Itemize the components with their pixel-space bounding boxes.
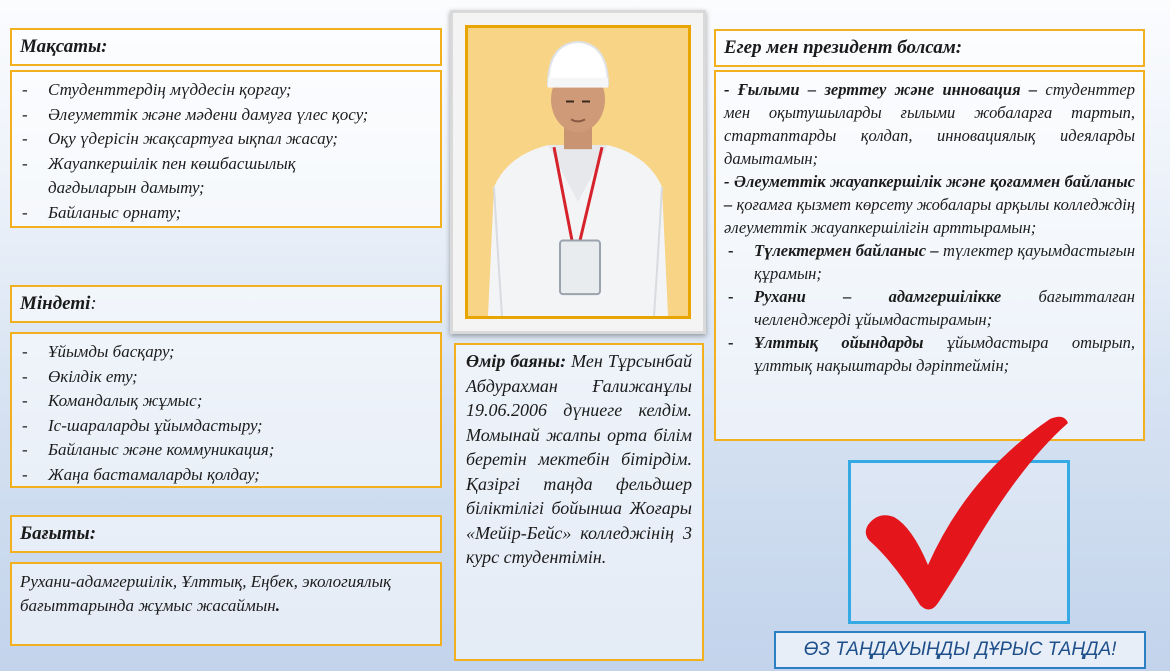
direction-text-end: . [275, 596, 280, 615]
direction-text-body: Рухани-адамгершілік, Ұлттық, Еңбек, экологиялық бағыттарында жұмыс жасаймын [20, 572, 392, 615]
list-item-bold: - Ғылыми – зерттеу және инновация – [724, 80, 1038, 99]
list-item [724, 285, 1135, 331]
goals-title-box [10, 28, 442, 66]
list-item: - Командалық жұмыс; [20, 389, 432, 414]
list-item: - Жаңа бастамаларды қолдау; [20, 463, 432, 488]
duties-title-box [10, 285, 442, 323]
list-item: - Әлеуметтік және мәдени дамуға үлес қосу; [20, 103, 432, 128]
list-item-text: бағытталған челленджерді ұйымдастырамын; [754, 287, 1135, 329]
list-item-text: студенттер мен оқытушыларды ғылыми жобаларға тартып, стартаптарды қолдап, инновациялық идеяларды дамытамын; [724, 80, 1135, 168]
duties-title-colon: : [90, 293, 97, 314]
portrait-photo-frame [450, 10, 706, 334]
list-item: - Іс-шараларды ұйымдастыру; [20, 414, 432, 439]
direction-text [12, 564, 440, 624]
direction-text-box [10, 562, 442, 646]
list-item: - Байланыс орнату; [20, 201, 432, 226]
list-item: - Өкілдік ету; [20, 365, 432, 390]
goals-list-box [10, 70, 442, 228]
goals-title: Мақсаты: [20, 36, 108, 57]
bio-box [454, 343, 704, 661]
bio-label: Өмір баяны: [466, 351, 567, 371]
duties-title-text: Міндеті [20, 293, 91, 314]
list-item [724, 170, 1135, 239]
list-item-bold: Ұлттық ойындарды [754, 333, 924, 352]
bio-body: Мен Тұрсынбай Абдурахман Ғалижанұлы 19.06.2006 дүниеге келдім. Момынай жалпы орта білім беретін мектебін бітірдім. Қазіргі таңда фельдшер біліктілігі бойынша Жоғары «Мейір-Бейс» колледжінің 3 курс студентімін. [466, 351, 692, 567]
duties-title [12, 287, 440, 317]
list-item [724, 78, 1135, 170]
list-item: - Оқу үдерісін жақсартуға ықпал жасау; [20, 127, 432, 152]
list-item-bold: Рухани – адамгершілікке [754, 287, 1002, 306]
cta-banner: ӨЗ ТАҢДАУЫҢДЫ ДҰРЫС ТАҢДА! [774, 631, 1146, 669]
direction-title-box [10, 515, 442, 553]
duties-list-box [10, 332, 442, 488]
president-title-box [714, 29, 1145, 67]
red-checkmark-icon [850, 405, 1080, 620]
list-item-text: қоғамға қызмет көрсету жобалары арқылы колледждің әлеуметтік жауапкершілігін арттырамын; [724, 195, 1135, 237]
list-item: - Ұйымды басқару; [20, 340, 432, 365]
goals-list [12, 72, 440, 225]
president-list [716, 72, 1143, 377]
list-item: - Студенттердің мүддесін қорғау; [20, 78, 432, 103]
list-item: - Байланыс және коммуникация; [20, 438, 432, 463]
president-list-box [714, 70, 1145, 441]
portrait-illustration [468, 28, 688, 316]
list-item-text: ұйымдастыра отырып, ұлттық нақыштарды дәріптеймін; [754, 333, 1136, 375]
list-item [724, 239, 1135, 285]
list-item-bold: Түлектермен байланыс – [754, 241, 939, 260]
list-item-bold: - Әлеуметтік жауапкершілік және қоғаммен байланыс – [724, 172, 1135, 214]
list-item [724, 331, 1135, 377]
bio-text [456, 345, 702, 574]
duties-list [12, 334, 440, 487]
list-item: - Жауапкершілік пен көшбасшылық дағдыларын дамыту; [20, 152, 432, 201]
portrait-photo [465, 25, 691, 319]
direction-title: Бағыты: [20, 523, 97, 544]
president-title: Егер мен президент болсам: [724, 37, 963, 58]
list-item-text: түлектер қауымдастығын құрамын; [754, 241, 1135, 283]
